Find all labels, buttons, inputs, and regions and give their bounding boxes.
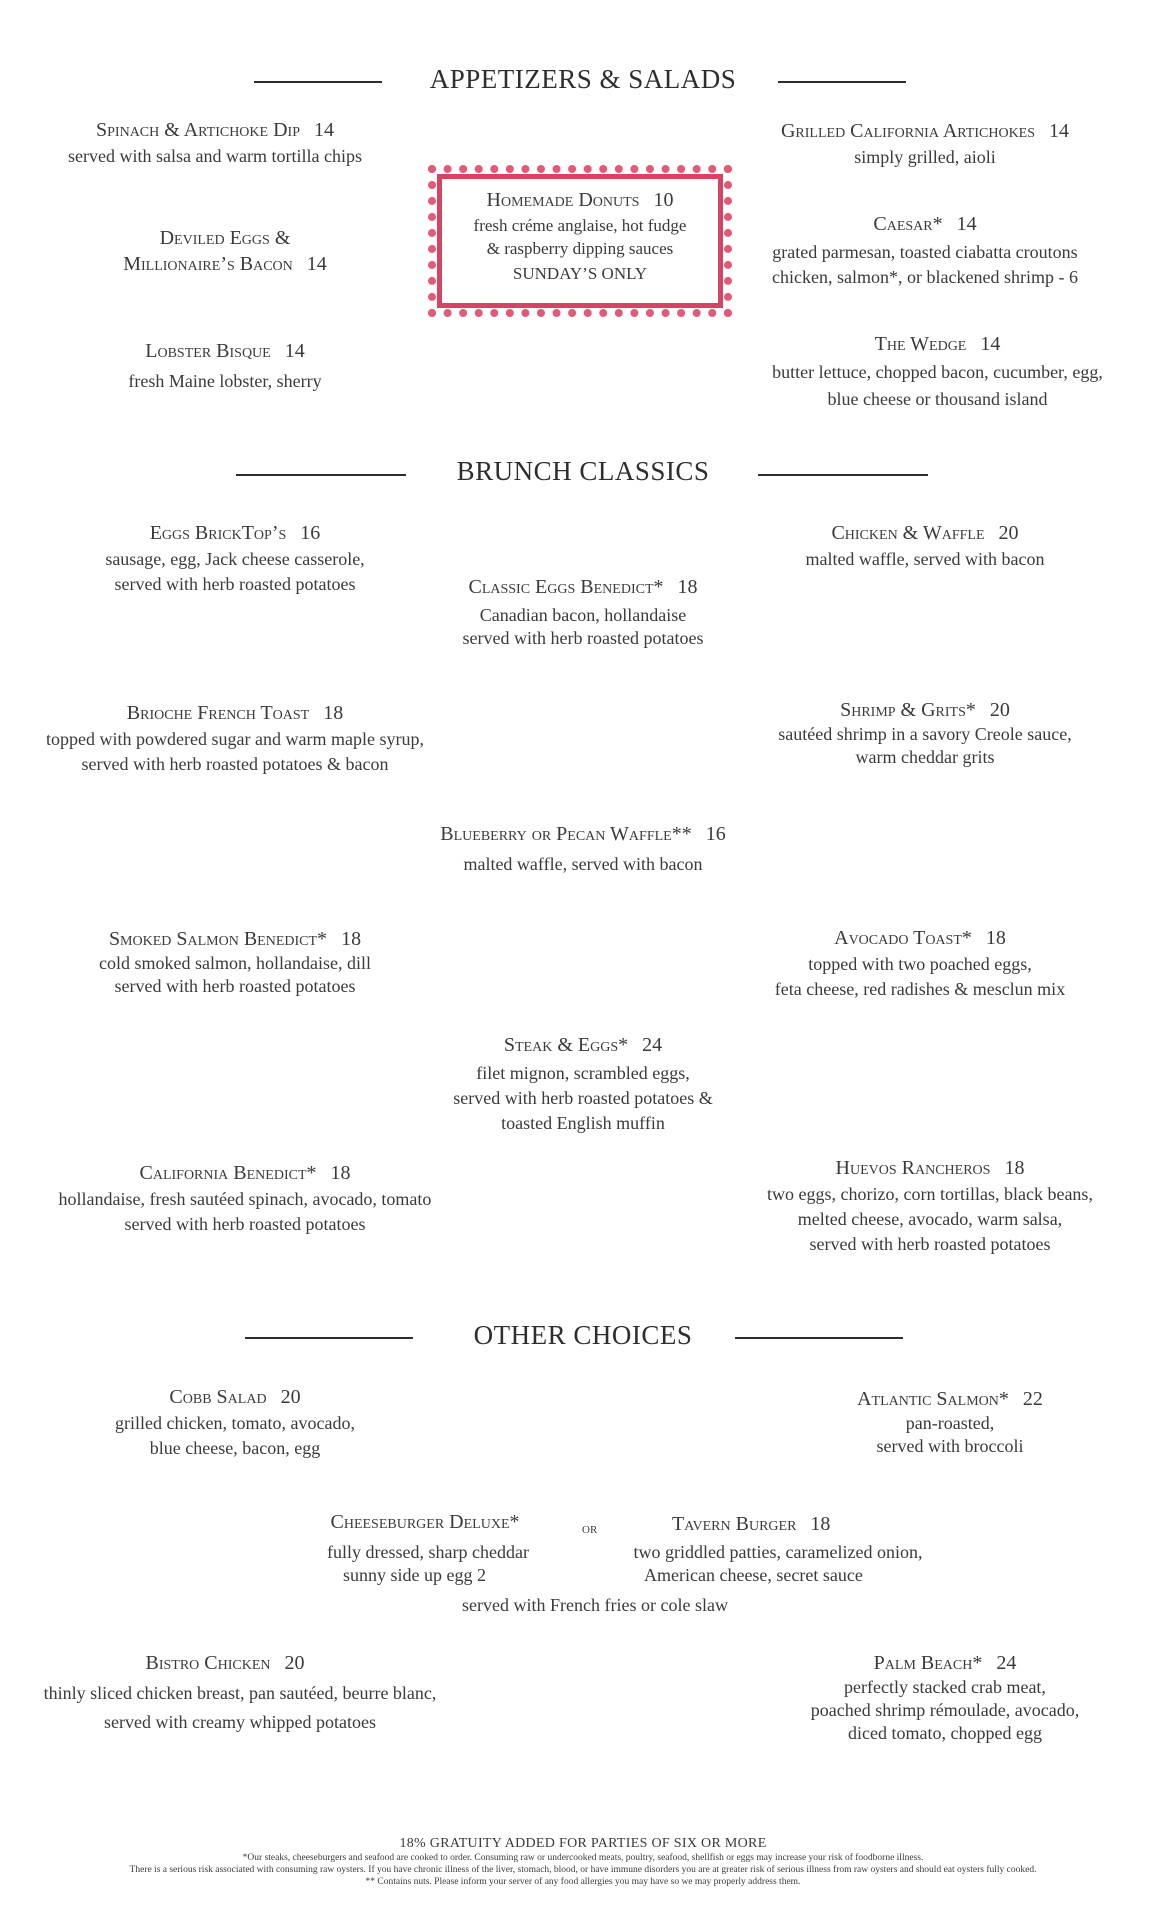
item-description: cold smoked salmon, hollandaise, dill [99, 953, 371, 973]
item-description-line3: toasted English muffin [501, 1113, 665, 1133]
menu-item-blueberry-pecan-waffle [400, 823, 766, 875]
menu-item-smoked-salmon-benedict [60, 928, 410, 997]
item-price: 24 [642, 1034, 663, 1056]
item-price: 22 [1022, 1388, 1043, 1410]
item-description-line3: diced tomato, chopped egg [848, 1723, 1042, 1743]
item-description: topped with powdered sugar and warm maple syrup, [46, 729, 424, 749]
item-price: 14 [980, 333, 1001, 355]
item-price: 20 [998, 522, 1019, 544]
item-description-line2: served with herb roasted potatoes [114, 574, 356, 594]
item-description: filet mignon, scrambled eggs, [476, 1063, 690, 1083]
item-description: grated parmesan, toasted ciabatta croutons [772, 242, 1078, 262]
item-name: Atlantic Salmon* [857, 1388, 1009, 1410]
menu-footer [0, 1836, 1166, 1888]
item-price: 20 [280, 1386, 301, 1408]
item-description-line2: served with creamy whipped potatoes [104, 1712, 376, 1732]
item-name: Brioche French Toast [126, 702, 310, 724]
item-description-line3: served with herb roasted potatoes [809, 1234, 1051, 1254]
burger-side-note [420, 1595, 770, 1616]
item-description-line2: served with herb roasted potatoes [462, 628, 704, 648]
section-title-other: OTHER CHOICES [473, 1320, 693, 1350]
item-price: 14 [956, 213, 977, 235]
item-name-line2: Millionaire’s Bacon [123, 253, 293, 275]
item-description: fresh créme anglaise, hot fudge [473, 216, 687, 235]
item-name: Blueberry or Pecan Waffle** [440, 823, 692, 845]
item-description-line2: melted cheese, avocado, warm salsa, [797, 1209, 1063, 1229]
menu-item-classic-benedict [410, 576, 756, 649]
menu-item-cheeseburger-deluxe [290, 1511, 560, 1586]
menu-item-grilled-artichokes [760, 120, 1090, 168]
item-description: two griddled patties, caramelized onion, [633, 1542, 923, 1562]
menu-item-palm-beach [770, 1652, 1120, 1744]
item-description-line2: blue cheese, bacon, egg [149, 1438, 321, 1458]
item-description: fully dressed, sharp cheddar [327, 1542, 529, 1562]
item-name: The Wedge [874, 333, 967, 355]
item-name: Avocado Toast* [834, 927, 972, 949]
item-description: simply grilled, aioli [854, 147, 996, 167]
item-description: served with salsa and warm tortilla chips [68, 146, 362, 166]
item-name: Steak & Eggs* [503, 1034, 629, 1056]
disclaimer-line-1: *Our steaks, cheeseburgers and seafood are cooked to order. Consuming raw or undercooked meats, poultry, seafood, shellfish or eggs may increase your risk of foodborne illness. [242, 1853, 924, 1863]
item-name: Huevos Rancheros [835, 1157, 991, 1179]
menu-item-california-benedict [30, 1162, 460, 1235]
item-price: 18 [330, 1162, 351, 1184]
menu-item-brioche-french-toast [20, 702, 450, 775]
item-price: 18 [323, 702, 344, 724]
item-description-line2: blue cheese or thousand island [827, 389, 1048, 409]
menu-item-tavern-burger [618, 1513, 938, 1586]
item-description: pan-roasted, [905, 1413, 995, 1433]
section-title-appetizers: APPETIZERS & SALADS [429, 64, 737, 94]
item-description: served with French fries or cole slaw [462, 1595, 728, 1615]
item-price: 18 [677, 576, 698, 598]
item-name: Spinach & Artichoke Dip [96, 119, 300, 141]
item-name: Grilled California Artichokes [780, 120, 1036, 142]
item-name: Palm Beach* [873, 1652, 983, 1674]
item-description: fresh Maine lobster, sherry [128, 371, 322, 391]
item-price: 18 [985, 927, 1006, 949]
menu-item-steak-eggs [410, 1034, 756, 1134]
item-name: California Benedict* [139, 1162, 317, 1184]
item-name: Smoked Salmon Benedict* [108, 928, 328, 950]
item-price: 14 [1049, 120, 1070, 142]
item-price: 20 [989, 699, 1010, 721]
item-description-line2: served with herb roasted potatoes & bacon [81, 754, 389, 774]
menu-item-lobster-bisque [80, 340, 370, 392]
item-name: Bistro Chicken [145, 1652, 271, 1674]
menu-item-chicken-waffle [760, 522, 1090, 570]
menu-item-shrimp-grits [750, 699, 1100, 768]
item-name: Homemade Donuts [486, 189, 640, 211]
item-name: Shrimp & Grits* [840, 699, 976, 721]
item-description: grilled chicken, tomato, avocado, [115, 1413, 355, 1433]
item-description-line2: served with herb roasted potatoes [114, 976, 356, 996]
item-description: sautéed shrimp in a savory Creole sauce, [778, 724, 1072, 744]
item-price: 18 [1004, 1157, 1025, 1179]
menu-item-wedge [760, 333, 1115, 410]
item-note: SUNDAY’S ONLY [512, 264, 648, 283]
item-description: butter lettuce, chopped bacon, cucumber, egg, [772, 362, 1103, 382]
item-description: topped with two poached eggs, [808, 954, 1032, 974]
menu-item-avocado-toast [745, 927, 1095, 1000]
item-price: 14 [313, 119, 334, 141]
gratuity-notice: 18% GRATUITY ADDED FOR PARTIES OF SIX OR MORE [399, 1836, 767, 1851]
item-description: malted waffle, served with bacon [805, 549, 1045, 569]
item-description-line2: sunny side up egg 2 [343, 1565, 486, 1585]
item-name: Lobster Bisque [145, 340, 271, 362]
item-price: 16 [300, 522, 321, 544]
item-price: 24 [996, 1652, 1017, 1674]
item-price: 14 [306, 253, 327, 275]
disclaimer-line-2: There is a serious risk associated with consuming raw oysters. If you have chronic illness of the liver, stomach, blood, or have immune disorders you are at greater risk of serious illness from raw oysters and should eat oysters fully cooked. [129, 1865, 1037, 1875]
item-name: Caesar* [873, 213, 943, 235]
item-description-line2: served with broccoli [876, 1436, 1024, 1456]
menu-item-spinach-dip [30, 119, 400, 167]
featured-donuts-box [437, 174, 723, 308]
item-description-line2: feta cheese, red radishes & mesclun mix [774, 979, 1066, 999]
item-price: 20 [284, 1652, 305, 1674]
menu-item-bistro-chicken [40, 1652, 480, 1733]
menu-item-cobb-salad [70, 1386, 400, 1459]
item-name: Cobb Salad [169, 1386, 267, 1408]
menu-item-deviled-eggs [80, 225, 370, 277]
item-name: Eggs BrickTop’s [149, 522, 287, 544]
item-description-line2: chicken, salmon*, or blackened shrimp - 6 [772, 267, 1078, 287]
menu-item-atlantic-salmon [795, 1388, 1105, 1457]
menu-item-caesar [760, 213, 1090, 288]
disclaimer-line-3: ** Contains nuts. Please inform your server of any food allergies you may have so we may properly address them. [365, 1877, 801, 1887]
item-name: Tavern Burger [672, 1513, 797, 1535]
item-description: sausage, egg, Jack cheese casserole, [105, 549, 365, 569]
item-description: perfectly stacked crab meat, [844, 1677, 1046, 1697]
or-separator: or [582, 1520, 598, 1537]
item-price: 16 [705, 823, 726, 845]
item-description-line2: American cheese, secret sauce [644, 1565, 863, 1585]
item-price: 18 [341, 928, 362, 950]
item-description-line2: served with herb roasted potatoes & [453, 1088, 713, 1108]
item-description: Canadian bacon, hollandaise [479, 605, 687, 625]
item-description: thinly sliced chicken breast, pan sautéed, beurre blanc, [43, 1683, 437, 1703]
item-description-line2: warm cheddar grits [855, 747, 995, 767]
item-name: Deviled Eggs & [159, 227, 291, 249]
menu-item-eggs-bricktops [60, 522, 410, 595]
item-price: 14 [284, 340, 305, 362]
item-price: 10 [653, 189, 674, 211]
item-description: two eggs, chorizo, corn tortillas, black beans, [767, 1184, 1093, 1204]
item-price: 18 [810, 1513, 831, 1535]
item-description: hollandaise, fresh sautéed spinach, avocado, tomato [58, 1189, 432, 1209]
item-description: malted waffle, served with bacon [463, 854, 703, 874]
item-description-line2: served with herb roasted potatoes [124, 1214, 366, 1234]
menu-item-huevos-rancheros [745, 1157, 1115, 1255]
item-description-line2: poached shrimp rémoulade, avocado, [810, 1700, 1080, 1720]
section-title-brunch: BRUNCH CLASSICS [456, 456, 710, 486]
item-name: Cheeseburger Deluxe* [330, 1511, 520, 1533]
item-name: Classic Eggs Benedict* [468, 576, 664, 598]
item-name: Chicken & Waffle [831, 522, 985, 544]
item-description-line2: & raspberry dipping sauces [486, 239, 674, 258]
